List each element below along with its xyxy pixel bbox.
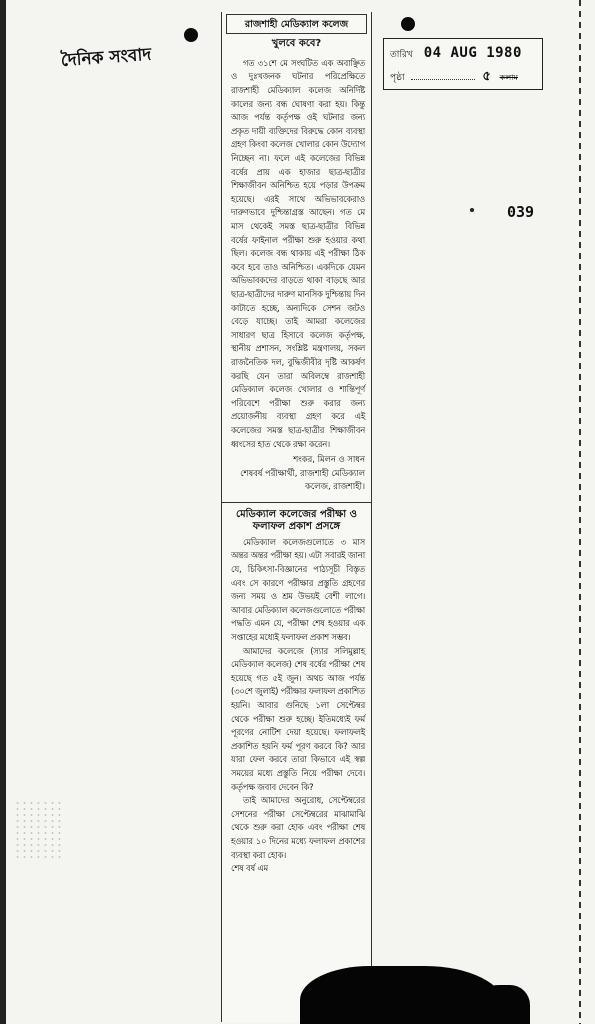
stamp-date-label: তারিখ	[390, 50, 413, 60]
stamp-page-label: পৃষ্ঠা	[390, 73, 405, 83]
stamp-page-value: ৫	[482, 69, 491, 84]
article2-body	[222, 536, 371, 645]
article1-title: রাজশাহী মেডিক্যাল কলেজ	[226, 14, 367, 34]
page-left-edge	[0, 0, 6, 1024]
page-right-edge	[579, 0, 581, 1024]
article1-subtitle: খুলবে কবে?	[271, 37, 322, 49]
stamp-column-label: কলাম	[499, 73, 518, 82]
date-stamp	[383, 38, 543, 90]
article1-body-text: গত ৩১শে মে সংঘটিত এক অবাঞ্ছিত ও দুঃখজনক ঘটনার পরিপ্রেক্ষিতে রাজশাহী মেডিক্যাল কলেজ অনির্দিষ্ট কালের জন্য বন্ধ ঘোষণা করা হয়। কিন্তু আজ পর্যন্ত কর্তৃপক্ষ ওই ঘটনার জন্য প্রকৃত দায়ী ব্যক্তিদের বিরুদ্ধে কোন ব্যবস্থা গ্রহণ কিংবা কলেজ খোলার কোন উদ্যোগ নিচ্ছেন না। ফলে এই কলেজের বিভিন্ন বর্ষের প্রায় এক হাজার ছাত্র-ছাত্রীর শিক্ষাজীবন অনিশ্চিত হয়ে পড়ার উপক্রম হয়েছে। এরই সাথে অভিভাবকেরাও দারুণভাবে দুশ্চিন্তাগ্রস্ত আছেন। গত মে মাস থেকেই সমস্ত ছাত্র-ছাত্রীর বিভিন্ন বর্ষের ফাইনাল পরীক্ষা শুরু হওয়ার কথা ছিল। কলেজ বন্ধ থাকায় এই পরীক্ষা ঠিক কবে হবে তাও অনিশ্চিত। একদিকে যেমন অভিভাবকদের বাড়তে থাকা বাড়ছে আর ছাত্র-ছাত্রীদের দারুণ মানসিক দুশ্চিন্তায় দিন কাটাতে হচ্ছে, অন্যদিকে সেশন জটও বেড়ে যাচ্ছে। তাই আমরা কলেজের সাধারণ ছাত্র হিসাবে কলেজ কর্তৃপক্ষ, স্থানীয় প্রশাসন, সংশ্লিষ্ট মন্ত্রণালয়, সকল রাজনৈতিক দল, বুদ্ধিজীবীর দৃষ্টি আকর্ষণ করছি যেন তারা অবিলম্বে রাজশাহী মেডিক্যাল কলেজ খোলার ও শান্তিপূর্ণ পরিবেশে পরীক্ষা শুরু করার জন্য প্রয়োজনীয় ব্যবস্থা গ্রহণ করে এই কলেজের সমস্ত ছাত্র-ছাত্রীর শিক্ষাজীবন ধ্বংসের হাত থেকে রক্ষা করেন।	[231, 57, 365, 449]
article2-body-text-3: তাই আমাদের অনুরোধ, সেপ্টেম্বরের সেশনের পরীক্ষা সেপ্টেম্বরের মাঝামাঝি থেকে শুরু করা হোক এবং পরীক্ষা শেষ হওয়ার ১০ দিনের মধ্যে ফলাফল প্রকাশের ব্যবস্থা করা হোক।	[231, 795, 365, 860]
article2-body-text-1: মেডিক্যাল কলেজগুলোতে ৩ মাস অন্তর অন্তর পরীক্ষা হয়। এটা সবারই জানা যে, চিকিৎসা-বিজ্ঞানের পাঠ্যসূচী বিস্তৃত এবং সে কারণে পরীক্ষার প্রস্তুতি গ্রহণের জন্য সময় ও শ্রম উভয়ই বেশী লাগে। আবার মেডিক্যাল কলেজগুলোতে পরীক্ষা পদ্ধতি এমন যে, পরীক্ষা শেষ হওয়ার এক সপ্তাহের মধ্যেই ফলাফল প্রকাশ সম্ভব।	[231, 536, 365, 643]
stamp-date-row	[390, 45, 522, 62]
stamp-date-value: 04 AUG 1980	[423, 45, 522, 61]
newspaper-clipping	[221, 12, 372, 1022]
newspaper-name: দৈনিক সংবাদ	[60, 44, 152, 71]
article2-signature: শেষ বর্ষ এম	[231, 863, 268, 874]
article2-title: মেডিক্যাল কলেজের পরীক্ষা ও ফলাফল প্রকাশ প্রসঙ্গে	[222, 502, 371, 536]
punch-hole	[401, 17, 415, 31]
article2-body-text-2: আমাদের কলেজে (স্যার সলিমুল্লাহ মেডিক্যাল কলেজ) শেষ বর্ষের পরীক্ষা শেষ হয়েছে গত ৫ই জুন। অথচ আজ পর্যন্ত (৩০শে জুলাই) পরীক্ষার ফলাফল প্রকাশিত হয়নি। আবার গুনিছে ১লা সেপ্টেম্বর থেকে পরীক্ষা শুরু হচ্ছে। ইতিমধ্যেই ফর্ম পূরণের নোটিশ দেয়া হয়েছে। ফলাফলই প্রকাশিত হয়নি ফর্ম পূরণ করবে কি? আর যারা ফেল করবে তারা কিভাবে এই স্বল্প সময়ের মধ্যে প্রস্তুতি নিয়ে পরীক্ষা দেবে। কর্তৃপক্ষ জবাব দেবেন কি?	[231, 645, 365, 792]
stamp-dotted-line	[411, 79, 475, 80]
article1-body	[222, 57, 371, 451]
article2-body	[222, 794, 371, 862]
article2-body	[222, 645, 371, 795]
paper-speckle	[14, 800, 64, 860]
ink-mark	[470, 208, 474, 212]
stamp-page-row	[390, 67, 518, 88]
page-number: 039	[507, 203, 535, 221]
article1-signature: শংকর, মিলন ও সাধন শেষবর্ষ পরীক্ষার্থী, রাজশাহী মেডিক্যাল কলেজ, রাজশাহী।	[240, 454, 365, 492]
punch-hole	[184, 28, 198, 42]
